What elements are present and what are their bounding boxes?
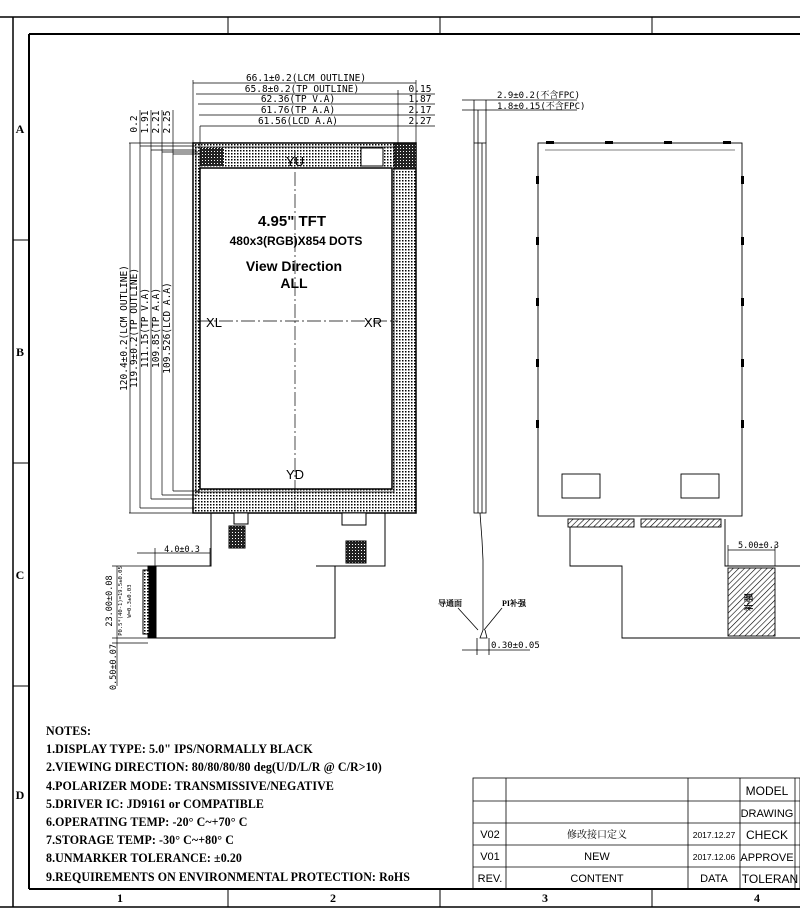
dim-offset-right-1: 0.15 — [408, 84, 432, 95]
col-label-1: 1 — [117, 891, 123, 905]
col-label-3: 3 — [542, 891, 548, 905]
dim-stiffener-thickness: 0.30±0.05 — [491, 641, 540, 651]
dim-module-thickness: 2.9±0.2(不含FPC) — [497, 91, 581, 101]
rev-v02: V02 — [480, 829, 500, 841]
direction-left-label: XL — [206, 315, 222, 330]
dim-tp-va-height: 111.15(TP V.A) — [140, 287, 151, 369]
conductive-side-label: 导通面 — [438, 599, 462, 608]
direction-up-label: YU — [285, 154, 305, 169]
dim-tp-va-width: 62.36(TP V.A) — [260, 94, 336, 105]
notes-block — [46, 722, 432, 886]
row-label-c: C — [15, 568, 25, 582]
dim-lcm-outline-height: 120.4±0.2(LCM OUTLINE) — [119, 265, 130, 391]
header-date: DATA — [700, 873, 728, 885]
dim-back-fpc-width: 5.00±0.3 — [738, 541, 779, 551]
dim-offset-right-3: 2.17 — [408, 105, 432, 116]
dim-lcd-aa-height: 109.526(LCD A.A) — [162, 282, 173, 374]
dim-fpc-pin-width: W=0.3±0.03 — [127, 584, 133, 618]
front-fpc — [143, 513, 385, 638]
dim-offset-top-3: 2.21 — [151, 110, 162, 134]
note-viewing-direction: 2.VIEWING DIRECTION: 80/80/80/80 deg(U/D/L/R @ C/R>10) — [46, 759, 382, 775]
note-display-type: 1.DISPLAY TYPE: 5.0" IPS/NORMALLY BLACK — [46, 741, 313, 757]
row-label-a: A — [15, 122, 25, 136]
dim-tp-outline-height: 119.9±0.2(TP OUTLINE) — [129, 267, 140, 389]
label-approve: APPROVE — [740, 852, 794, 864]
rev-v01: V01 — [480, 851, 500, 863]
col-label-2: 2 — [330, 891, 336, 905]
dim-offset-right-2: 1.87 — [408, 94, 432, 105]
dim-offset-top-2: 1.91 — [140, 110, 151, 134]
view-direction-label: View Direction — [245, 258, 343, 274]
direction-right-label: XR — [363, 315, 383, 330]
rev-v02-date: 2017.12.27 — [692, 830, 736, 840]
dim-fpc-thickness: 0.50±0.07 — [109, 643, 119, 691]
header-rev: REV. — [477, 873, 503, 885]
dim-offset-top-4: 2.25 — [162, 110, 173, 134]
back-view — [538, 143, 800, 638]
panel-resolution: 480x3(RGB)X854 DOTS — [229, 234, 363, 248]
rev-v01-date: 2017.12.06 — [692, 852, 736, 862]
dim-panel-thickness: 1.8±0.15(不含FPC) — [497, 102, 586, 112]
row-label-b: B — [15, 345, 25, 359]
view-direction-value: ALL — [280, 275, 308, 291]
panel-size: 4.95" TFT — [258, 213, 326, 230]
note-operating-temp: 6.OPERATING TEMP: -20° C~+70° C — [46, 814, 248, 830]
direction-down-label: YD — [285, 467, 305, 482]
dim-fpc-width: 4.0±0.3 — [164, 545, 200, 555]
label-model: MODEL — [745, 784, 789, 798]
dim-fpc-length: 23.00±0.08 — [105, 575, 115, 627]
note-tolerance: 8.UNMARKER TOLERANCE: ±0.20 — [46, 850, 243, 866]
dim-offset-right-4: 2.27 — [408, 116, 432, 127]
dim-lcm-outline-width: 66.1±0.2(LCM OUTLINE) — [245, 73, 367, 84]
label-drawing: DRAWING — [740, 808, 794, 820]
note-storage-temp: 7.STORAGE TEMP: -30° C~+80° C — [46, 832, 234, 848]
pi-stiffener-label: PI补强 — [502, 599, 526, 608]
note-rohs: 9.REQUIREMENTS ON ENVIRONMENTAL PROTECTION: RoHS — [46, 868, 411, 884]
dim-tp-outline-width: 65.8±0.2(TP OUTLINE) — [244, 84, 360, 95]
dim-fpc-pitch: P0.5*(40-1)=19.5±0.05 — [118, 566, 124, 636]
dim-lcd-aa-width: 61.56(LCD A.A) — [257, 116, 339, 127]
label-check: CHECK — [745, 828, 789, 842]
rev-v01-content: NEW — [584, 851, 610, 863]
dim-tp-aa-width: 61.76(TP A.A) — [260, 105, 336, 116]
label-tolerance: TOLERAN — [741, 872, 799, 886]
stiffener-label: 补强 — [744, 592, 754, 612]
rev-v02-content: 修改接口定义 — [567, 830, 627, 841]
row-label-d: D — [15, 788, 25, 802]
note-polarizer-mode: 4.POLARIZER MODE: TRANSMISSIVE/NEGATIVE — [46, 777, 334, 793]
dim-offset-top-1: 0.2 — [129, 115, 140, 133]
dim-tp-aa-height: 109.85(TP A.A) — [151, 287, 162, 369]
note-driver-ic: 5.DRIVER IC: JD9161 or COMPATIBLE — [46, 795, 264, 811]
header-content: CONTENT — [570, 873, 624, 885]
col-label-4: 4 — [754, 891, 760, 905]
front-view — [193, 143, 416, 513]
notes-header: NOTES: — [46, 723, 92, 738]
